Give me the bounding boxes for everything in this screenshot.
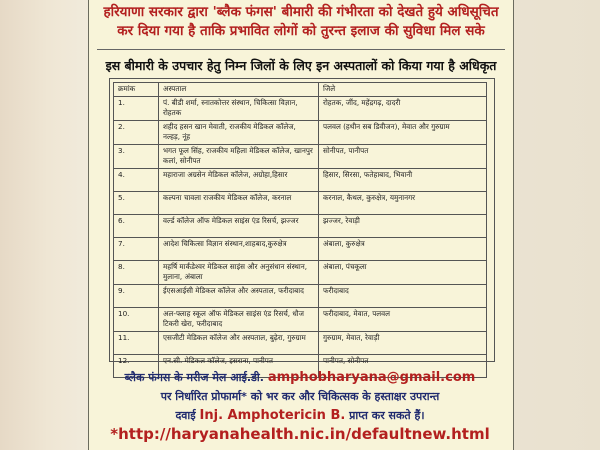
divider — [97, 49, 505, 50]
column-header-serial: क्रमांक — [114, 83, 159, 97]
districts-cell: रोहतक, जींद, महेंद्रगढ़, दादरी — [319, 96, 487, 120]
column-header-hospital: अस्पताल — [159, 83, 319, 97]
hospital-cell: आदेश चिकित्सा विज्ञान संस्थान,शाहबाद,कुरुक्षेत्र — [159, 237, 319, 260]
districts-cell: सोनीपत, पानीपत — [319, 144, 487, 168]
subtitle: इस बीमारी के उपचार हेतु निम्न जिलों के लिए इन अस्पतालों को किया गया है अधिकृत — [105, 58, 497, 73]
districts-cell: अंबाला, कुरुक्षेत्र — [319, 237, 487, 260]
table-row — [114, 260, 487, 284]
column-header-districts: जिले — [319, 83, 487, 97]
hospital-cell: कल्पना चावला राजकीय मेडिकल कॉलेज, करनाल — [159, 191, 319, 214]
hospital-cell: भगत फूल सिंह, राजकीय महिला मेडिकल कॉलेज, खानपुर कलां, सोनीपत — [159, 144, 319, 168]
footer-notice — [88, 368, 512, 444]
districts-cell: झज्जर, रेवाड़ी — [319, 214, 487, 237]
table-row — [114, 331, 487, 354]
table-row — [114, 307, 487, 331]
table-row — [114, 214, 487, 237]
notice-heading — [89, 3, 513, 41]
districts-cell: अंबाला, पंचकूला — [319, 260, 487, 284]
hospital-cell: एन.सी. मेडिकल कॉलेज, इसराना, पानीपत — [159, 354, 319, 377]
heading-line-2: कर दिया गया है ताकि प्रभावित लोगों को तुरन्त इलाज की सुविधा मिल सके — [117, 23, 485, 39]
districts-cell: फरीदाबाद — [319, 284, 487, 307]
table-row — [114, 237, 487, 260]
hospital-cell: एसजीटी मेडिकल कॉलेज और अस्पताल, बुढ़ेरा, गुरुग्राम — [159, 331, 319, 354]
serial-cell: 6. — [114, 214, 159, 237]
table-row — [114, 168, 487, 191]
hospital-cell: अल-फ्लाह स्कूल ऑफ मेडिकल साइंस एंड रिसर्च, धौज टिकरी खेरा, फरीदाबाद — [159, 307, 319, 331]
table-row — [114, 191, 487, 214]
table-row — [114, 96, 487, 120]
serial-cell: 12. — [114, 354, 159, 377]
heading-line-1: हरियाणा सरकार द्वारा 'ब्लैक फंगस' बीमारी की गंभीरता को देखते हुये अधिसूचित — [103, 4, 499, 20]
hospital-cell: वर्ल्ड कॉलेज ऑफ मेडिकल साइंस एंड रिसर्च, झज्जर — [159, 214, 319, 237]
serial-cell: 5. — [114, 191, 159, 214]
serial-cell: 9. — [114, 284, 159, 307]
hospital-table — [113, 82, 487, 378]
table-row — [114, 144, 487, 168]
districts-cell: गुरुग्राम, मेवात, रेवाड़ी — [319, 331, 487, 354]
footer-line-1: ब्लैक फंगस के मरीज मेल आई.डी. — [124, 371, 264, 384]
serial-cell: 3. — [114, 144, 159, 168]
serial-cell: 11. — [114, 331, 159, 354]
serial-cell: 1. — [114, 96, 159, 120]
districts-cell: पलवल (हथीन सब डिवीजन), मेवात और गुरुग्राम — [319, 120, 487, 144]
footer-line-3-suffix: प्राप्त कर सकते हैं। — [349, 409, 425, 422]
districts-cell: फरीदाबाद, मेवात, पलवल — [319, 307, 487, 331]
table-row — [114, 120, 487, 144]
hospital-cell: पं. बीडी शर्मा, स्नातकोत्तर संस्थान, चिकित्सा विज्ञान, रोहतक — [159, 96, 319, 120]
footer-line-3-prefix: दवाई — [175, 409, 196, 422]
hospital-cell: महर्षि मार्कंडेश्वर मेडिकल साइंस और अनुसंधान संस्थान, मुलाना, अंबाला — [159, 260, 319, 284]
serial-cell: 2. — [114, 120, 159, 144]
serial-cell: 10. — [114, 307, 159, 331]
website-link[interactable]: *http://haryanahealth.nic.in/defaultnew.html — [110, 425, 490, 443]
email-link[interactable]: amphobharyana@gmail.com — [267, 370, 476, 385]
districts-cell: करनाल, कैथल, कुरुक्षेत्र, यमुनानगर — [319, 191, 487, 214]
districts-cell: पानीपत, सोनीपत — [319, 354, 487, 377]
serial-cell: 8. — [114, 260, 159, 284]
table-row — [114, 284, 487, 307]
serial-cell: 7. — [114, 237, 159, 260]
districts-cell: हिसार, सिरसा, फतेहाबाद, भिवानी — [319, 168, 487, 191]
hospital-cell: ईएसआईसी मेडिकल कॉलेज और अस्पताल, फरीदाबाद — [159, 284, 319, 307]
hospital-cell: महाराजा अग्रसेन मेडिकल कॉलेज, अग्रोहा,हिसार — [159, 168, 319, 191]
table-header-row — [114, 83, 487, 97]
hospital-cell: शहीद हसन खान मेवाती, राजकीय मेडिकल कॉलेज, नल्हड़, नूंह — [159, 120, 319, 144]
footer-line-2: पर निर्धारित प्रोफार्मा* को भर कर और चिकित्सक के हस्ताक्षर उपरान्त — [160, 390, 440, 403]
serial-cell: 4. — [114, 168, 159, 191]
drug-name: Inj. Amphotericin B. — [199, 408, 346, 423]
